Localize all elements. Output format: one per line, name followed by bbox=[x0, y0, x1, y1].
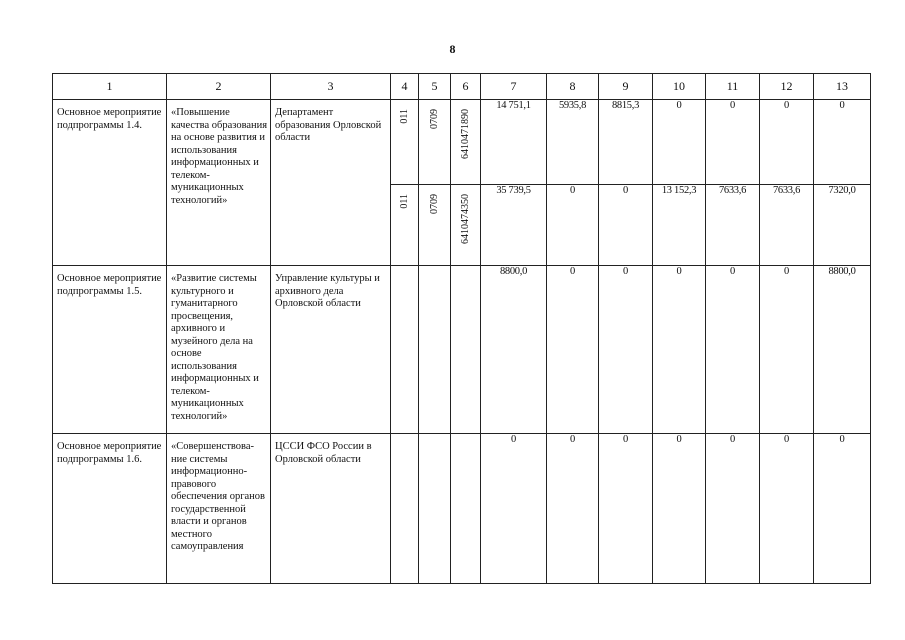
measure-name-cell bbox=[167, 100, 271, 266]
header-cell: 1 bbox=[53, 74, 167, 100]
section-code-cell bbox=[419, 434, 451, 584]
header-cell: 11 bbox=[706, 74, 760, 100]
header-cell: 4 bbox=[391, 74, 419, 100]
executor-name: ЦССИ ФСО России в Орловской области bbox=[275, 441, 372, 465]
section-code: 0709 bbox=[428, 194, 440, 214]
header-cell: 9 bbox=[599, 74, 653, 100]
header-cell: 2 bbox=[167, 74, 271, 100]
section-code-cell bbox=[419, 185, 451, 266]
value-cell: 8800,0 bbox=[814, 266, 871, 434]
value-cell: 0 bbox=[706, 266, 760, 434]
value-cell: 0 bbox=[481, 434, 547, 584]
target-code-cell bbox=[451, 100, 481, 185]
target-code: 6410474350 bbox=[459, 194, 471, 244]
activity-cell bbox=[53, 434, 167, 584]
page-number: 8 bbox=[449, 42, 456, 56]
table-row bbox=[53, 434, 871, 584]
value-cell: 0 bbox=[653, 100, 706, 185]
value-cell: 13 152,3 bbox=[653, 185, 706, 266]
executor-name: Департамент образования Орловской области bbox=[275, 107, 382, 143]
value-cell: 14 751,1 bbox=[481, 100, 547, 185]
value-cell: 7633,6 bbox=[706, 185, 760, 266]
executor-name: Управление культуры и архивного дела Орловской области bbox=[275, 273, 380, 309]
activity-label: Основное мероприятие подпрограммы 1.6. bbox=[57, 441, 162, 465]
measure-name: «Совершенствова-ние системы информационно-правового обеспечения органов государственной власти и органов местного самоуправления bbox=[171, 441, 265, 552]
value-cell: 5935,8 bbox=[547, 100, 599, 185]
value-cell: 8815,3 bbox=[599, 100, 653, 185]
value-cell: 0 bbox=[760, 100, 814, 185]
table-row bbox=[53, 100, 871, 185]
measure-name: «Развитие системы культурного и гуманитарного просвещения, архивного и музейного дела на основе использования информационных и телеком-муникационных технологий» bbox=[171, 273, 259, 422]
measure-name-cell bbox=[167, 266, 271, 434]
value-cell: 0 bbox=[599, 434, 653, 584]
header-cell: 6 bbox=[451, 74, 481, 100]
activity-cell bbox=[53, 100, 167, 266]
grbs-code: 011 bbox=[398, 194, 410, 209]
table-row bbox=[53, 266, 871, 434]
value-cell: 0 bbox=[706, 434, 760, 584]
target-code-cell bbox=[451, 266, 481, 434]
value-cell: 35 739,5 bbox=[481, 185, 547, 266]
header-cell: 10 bbox=[653, 74, 706, 100]
header-cell: 8 bbox=[547, 74, 599, 100]
value-cell: 0 bbox=[706, 100, 760, 185]
measure-name: «Повышение качества образования на основе развития и использования информационных и телеком-муникационных технологий» bbox=[171, 107, 268, 206]
header-cell: 5 bbox=[419, 74, 451, 100]
target-code-cell bbox=[451, 185, 481, 266]
grbs-code-cell bbox=[391, 185, 419, 266]
value-cell: 7320,0 bbox=[814, 185, 871, 266]
value-cell: 0 bbox=[547, 434, 599, 584]
section-code-cell bbox=[419, 266, 451, 434]
grbs-code: 011 bbox=[398, 109, 410, 124]
header-cell: 3 bbox=[271, 74, 391, 100]
value-cell: 0 bbox=[599, 185, 653, 266]
executor-cell bbox=[271, 434, 391, 584]
activity-cell bbox=[53, 266, 167, 434]
value-cell: 0 bbox=[653, 266, 706, 434]
executor-cell bbox=[271, 100, 391, 266]
value-cell: 8800,0 bbox=[481, 266, 547, 434]
value-cell: 0 bbox=[760, 266, 814, 434]
target-code: 6410471890 bbox=[459, 109, 471, 159]
header-cell: 7 bbox=[481, 74, 547, 100]
value-cell: 0 bbox=[814, 434, 871, 584]
grbs-code-cell bbox=[391, 100, 419, 185]
header-cell: 13 bbox=[814, 74, 871, 100]
value-cell: 0 bbox=[599, 266, 653, 434]
section-code-cell bbox=[419, 100, 451, 185]
value-cell: 0 bbox=[653, 434, 706, 584]
measure-name-cell bbox=[167, 434, 271, 584]
grbs-code-cell bbox=[391, 434, 419, 584]
budget-table bbox=[52, 73, 871, 584]
target-code-cell bbox=[451, 434, 481, 584]
value-cell: 0 bbox=[547, 266, 599, 434]
section-code: 0709 bbox=[428, 109, 440, 129]
value-cell: 0 bbox=[814, 100, 871, 185]
activity-label: Основное мероприятие подпрограммы 1.5. bbox=[57, 273, 162, 297]
header-row bbox=[53, 74, 871, 100]
grbs-code-cell bbox=[391, 266, 419, 434]
header-cell: 12 bbox=[760, 74, 814, 100]
value-cell: 0 bbox=[760, 434, 814, 584]
value-cell: 0 bbox=[547, 185, 599, 266]
value-cell: 7633,6 bbox=[760, 185, 814, 266]
executor-cell bbox=[271, 266, 391, 434]
activity-label: Основное мероприятие подпрограммы 1.4. bbox=[57, 107, 162, 131]
